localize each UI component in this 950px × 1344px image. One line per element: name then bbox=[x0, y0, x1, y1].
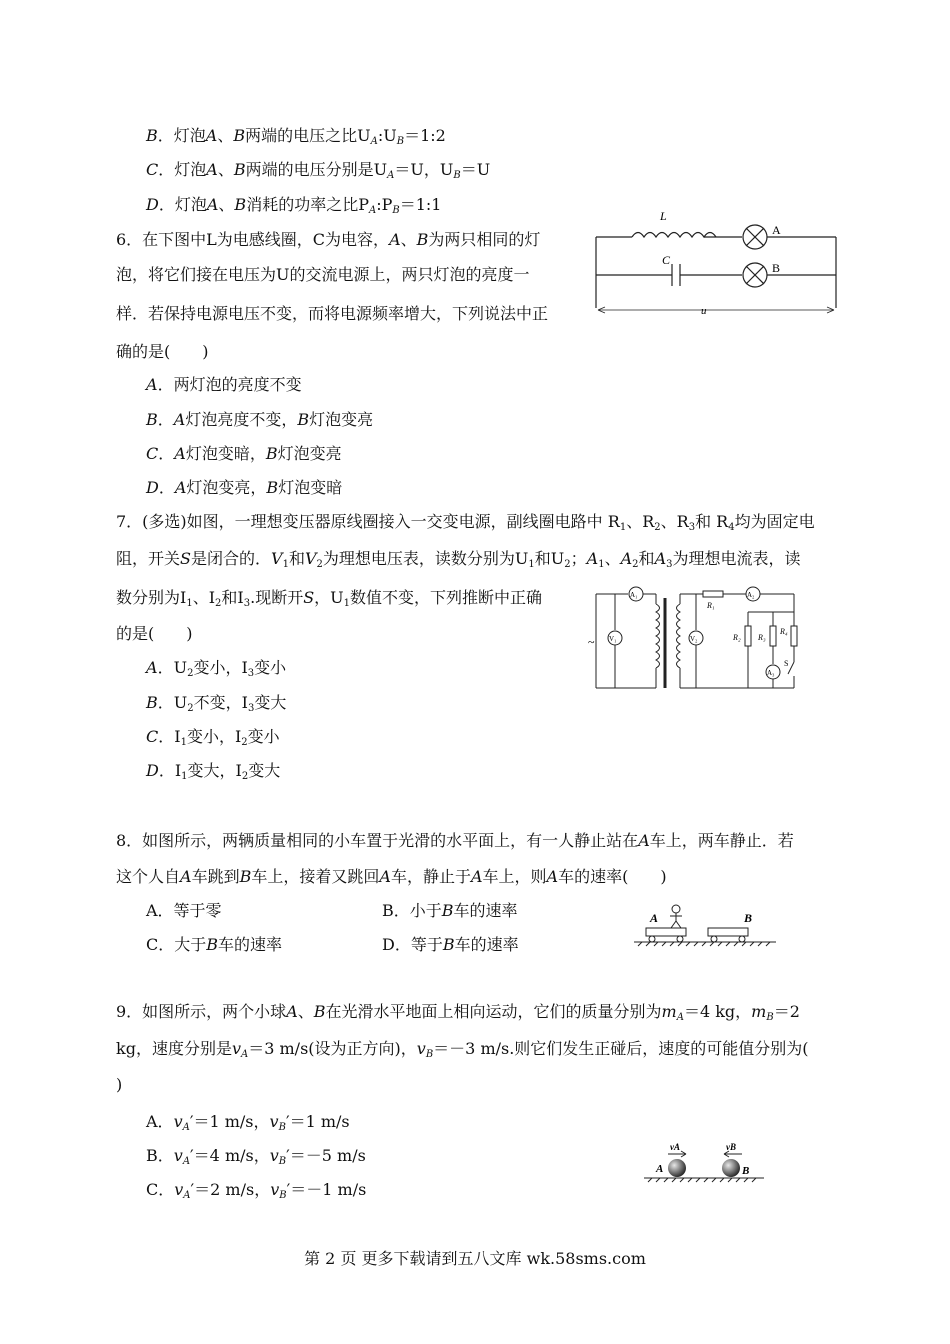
q9-label-vb: vB bbox=[726, 1142, 736, 1152]
q9-label-a: A bbox=[656, 1163, 664, 1175]
q8-stem-line2: 这个人自A车跳到B车上，接着又跳回A车，静止于A车上，则A车的速率( ) bbox=[116, 867, 667, 886]
q8-option-b: B．小于B车的速率 bbox=[382, 901, 518, 920]
q6-label-u: u bbox=[701, 305, 707, 317]
q9-label-va: vA bbox=[670, 1142, 680, 1152]
q7-label-r4: R₄ bbox=[780, 627, 788, 636]
q7-option-c: C．$I_1$变小，$I_2$变小 bbox=[146, 727, 280, 748]
q7-label-a2: A₂ bbox=[747, 591, 755, 599]
q9-label-b: B bbox=[742, 1165, 750, 1177]
q9-stem-line2: kg，速度分别是$v_A=3$ m/s(设为正方向)，$v_B=-3$ m/s.则它们发生正碰后，速度的可能值分别为( bbox=[116, 1039, 809, 1060]
q6-label-b: B bbox=[772, 261, 781, 275]
q9-option-a: A．$v_A'=1$ m/s，$v_B'=1$ m/s bbox=[146, 1112, 350, 1133]
q5-option-c: C．灯泡A、B两端的电压分别是$U_A=U$，$U_B=U$ bbox=[146, 160, 491, 181]
q7-label-a1: A₁ bbox=[630, 591, 638, 599]
q7-ac-source-icon: ~ bbox=[588, 635, 595, 649]
q6-option-a: A．两灯泡的亮度不变 bbox=[146, 375, 302, 394]
q7-stem-line2: 阻，开关S是闭合的．$V_1$和$V_2$为理想电压表，读数分别为$U_1$和$U_2$；$A_1$、$A_2$和$A_3$为理想电流表，读 bbox=[116, 549, 801, 570]
q7-label-r2: R₂ bbox=[733, 633, 741, 642]
q7-label-v1: V₁ bbox=[609, 635, 617, 643]
q6-option-c: C．A灯泡变暗，B灯泡变亮 bbox=[146, 444, 342, 463]
q7-label-v2: V₂ bbox=[690, 635, 698, 643]
q9-stem-line1: 9．如图所示，两个小球A、B在光滑水平地面上相向运动，它们的质量分别为$m_A=4$ kg，$m_B=2$ bbox=[116, 1002, 800, 1023]
q8-carts-figure bbox=[630, 900, 780, 952]
q7-label-r3: R₃ bbox=[758, 633, 766, 642]
q7-stem-line3: 数分别为$I_1$、$I_2$和$I_3$.现断开S，$U_1$数值不变，下列推断中正确 bbox=[116, 588, 543, 609]
q8-option-a: A．等于零 bbox=[146, 901, 222, 920]
q9-stem-line3: ) bbox=[116, 1075, 123, 1094]
q6-stem-line2: 泡，将它们接在电压为U的交流电源上，两只灯泡的亮度一 bbox=[116, 265, 530, 284]
ball-a bbox=[668, 1159, 686, 1177]
q8-option-c: C．大于B车的速率 bbox=[146, 935, 283, 954]
q7-stem-line4: 的是( ) bbox=[116, 624, 193, 643]
ball-b bbox=[722, 1159, 740, 1177]
q7-option-d: D．$I_1$变大，$I_2$变大 bbox=[146, 761, 281, 782]
q9-option-c: C．$v_A'=2$ m/s，$v_B'=-1$ m/s bbox=[146, 1180, 367, 1201]
q7-label-s: S bbox=[784, 659, 789, 668]
q8-label-b: B bbox=[744, 911, 753, 925]
q7-label-r1: R₁ bbox=[707, 601, 715, 610]
q5-option-b: B．灯泡A、B两端的电压之比$U_A:U_B=1:2$ bbox=[146, 126, 446, 147]
page-footer: 第 2 页 更多下载请到五八文库 wk.58sms.com bbox=[304, 1249, 646, 1268]
q7-label-a3: A₃ bbox=[767, 669, 775, 677]
q8-stem-line1: 8．如图所示，两辆质量相同的小车置于光滑的水平面上，有一人静止站在A车上，两车静止．若 bbox=[116, 831, 794, 850]
q6-label-a: A bbox=[772, 223, 781, 237]
q7-stem-line1: 7．(多选)如图，一理想变压器原线圈接入一交变电源，副线圈电路中 $R_1$、$R_2$、$R_3$和 $R_4$均为固定电 bbox=[116, 512, 815, 533]
q9-option-b: B．$v_A'=4$ m/s，$v_B'=-5$ m/s bbox=[146, 1146, 366, 1167]
q7-transformer-figure bbox=[588, 586, 800, 692]
q7-option-b: B．$U_2$不变，$I_3$变大 bbox=[146, 693, 287, 714]
q6-stem-line4: 确的是( ) bbox=[116, 342, 209, 361]
q6-circuit-figure bbox=[592, 206, 842, 318]
q8-option-d: D．等于B车的速率 bbox=[382, 935, 519, 954]
q6-label-c: C bbox=[662, 253, 671, 267]
q6-stem-line3: 样．若保持电源电压不变，而将电源频率增大，下列说法中正 bbox=[116, 304, 549, 323]
q7-option-a: A．$U_2$变小，$I_3$变小 bbox=[146, 658, 287, 679]
q5-option-d: D．灯泡A、B消耗的功率之比$P_A:P_B=1:1$ bbox=[146, 195, 442, 216]
q6-stem-line1: 6．在下图中L为电感线圈，C为电容，A、B为两只相同的灯 bbox=[116, 230, 541, 249]
q8-label-a: A bbox=[650, 911, 659, 925]
q6-label-l: L bbox=[660, 209, 667, 223]
q9-balls-figure bbox=[642, 1140, 766, 1188]
q6-option-b: B．A灯泡亮度不变，B灯泡变亮 bbox=[146, 410, 374, 429]
q6-option-d: D．A灯泡变亮，B灯泡变暗 bbox=[146, 478, 343, 497]
